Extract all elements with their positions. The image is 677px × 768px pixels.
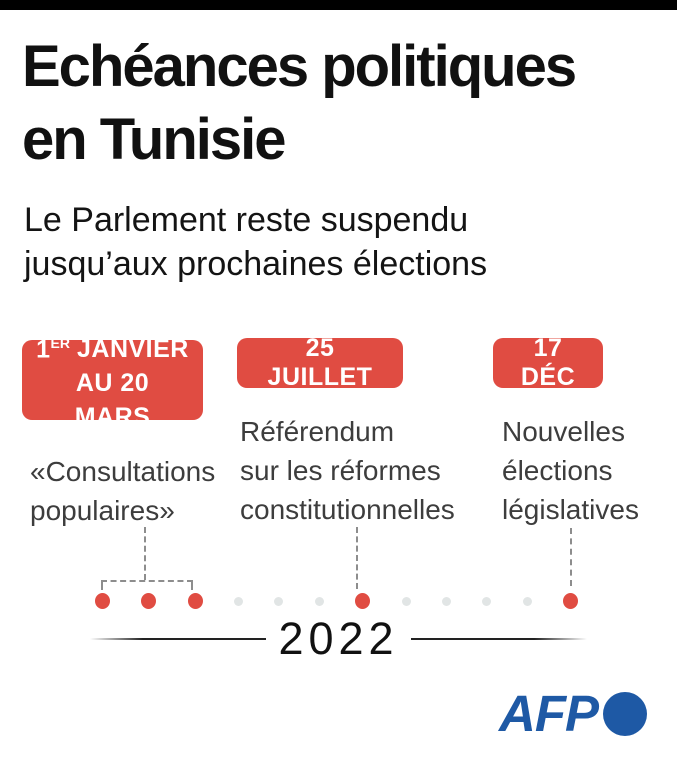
month-dot-mai xyxy=(274,597,283,606)
date-badge-consultations xyxy=(22,334,203,432)
month-dot-janvier xyxy=(95,593,110,609)
month-dot-novembre xyxy=(523,597,532,606)
desc-line: sur les réformes xyxy=(240,455,441,486)
page-title-line2: en Tunisie xyxy=(22,107,285,172)
connector-consultations xyxy=(144,527,146,580)
page-subtitle xyxy=(24,198,644,286)
connector-bracket-jan-mars xyxy=(101,580,193,590)
badge-line1 xyxy=(36,326,189,366)
desc-line: populaires» xyxy=(30,495,175,526)
afp-logo-text: AFP xyxy=(499,685,598,742)
desc-line: Référendum xyxy=(240,416,395,447)
badge-day: 1 xyxy=(36,335,51,364)
month-dot-juin xyxy=(315,597,324,606)
badge-month: JANVIER xyxy=(77,335,189,364)
date-badge-referendum xyxy=(237,334,403,391)
page-subtitle-line1: Le Parlement reste suspendu xyxy=(24,201,469,239)
event-description-referendum xyxy=(240,412,455,529)
timeline-dots xyxy=(95,592,578,610)
month-dot-septembre xyxy=(442,597,451,606)
top-rule xyxy=(0,0,677,10)
desc-line: «Consultations xyxy=(30,456,216,487)
desc-line: constitutionnelles xyxy=(240,494,455,525)
connector-elections xyxy=(570,528,572,586)
date-badge-elections xyxy=(493,334,603,391)
page-subtitle-line2: jusqu’aux prochaines élections xyxy=(24,245,488,283)
event-description-consultations xyxy=(30,452,215,530)
month-dot-avril xyxy=(234,597,243,606)
afp-logo xyxy=(499,685,647,742)
event-description-elections xyxy=(502,412,639,529)
connector-referendum xyxy=(356,527,358,589)
timeline-year-row xyxy=(0,614,677,664)
month-dot-aout xyxy=(402,597,411,606)
afp-logo-circle-icon xyxy=(603,692,647,736)
year-rule-right xyxy=(411,638,587,640)
month-dot-octobre xyxy=(482,597,491,606)
page-title-line1: Echéances politiques xyxy=(22,34,576,99)
badge-line1: 25 JUILLET xyxy=(267,334,373,391)
year-label: 2022 xyxy=(278,613,399,664)
desc-line: élections xyxy=(502,455,613,486)
year-rule-left xyxy=(90,638,266,640)
badge-ordinal: ER xyxy=(50,334,70,351)
desc-line: Nouvelles xyxy=(502,416,625,447)
badge-line2: AU 20 MARS xyxy=(74,369,151,432)
desc-line: législatives xyxy=(502,494,639,525)
month-dot-fevrier xyxy=(141,593,156,609)
badge-line1: 17 DÉC xyxy=(520,334,576,391)
month-dot-mars xyxy=(188,593,203,609)
month-dot-decembre xyxy=(563,593,578,609)
page-title xyxy=(22,30,662,176)
month-dot-juillet xyxy=(355,593,370,609)
